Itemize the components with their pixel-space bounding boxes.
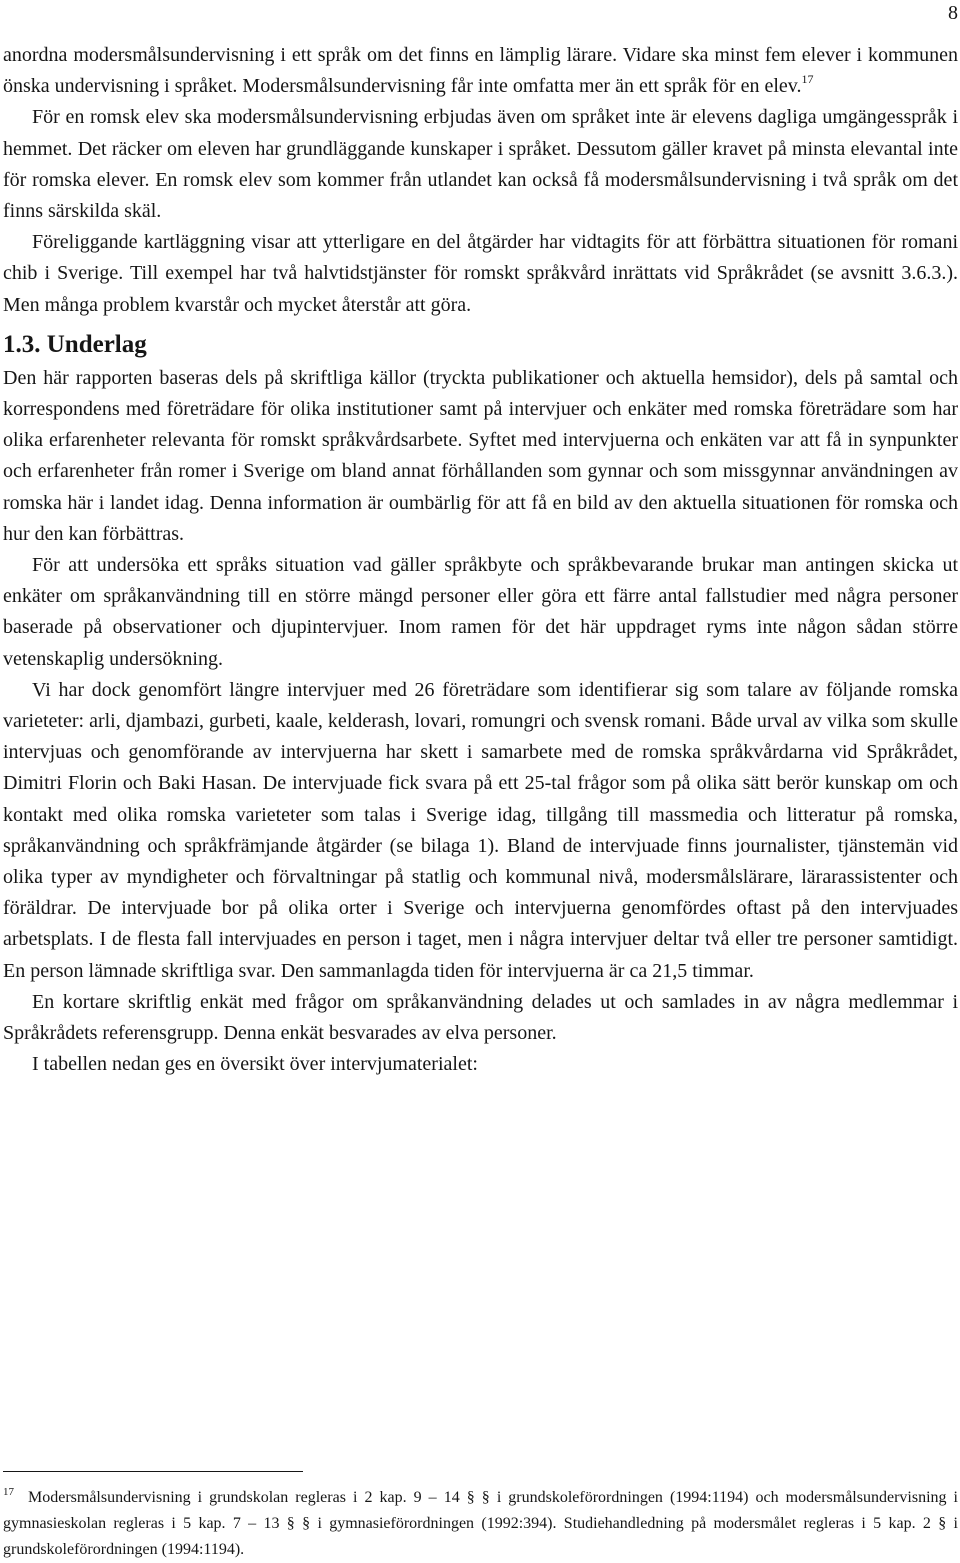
paragraph-tabell-intro: I tabellen nedan ges en översikt över intervjumaterialet: xyxy=(32,1053,478,1076)
intro-paragraph-text: anordna modersmålsundervisning i ett språk om det finns en lämplig lärare. Vidare ska minst fem elever i kommunen önska undervisning i språket. Modersmålsundervisning får inte omfatta mer än ett språk för en elev. xyxy=(3,44,958,98)
paragraph-underlag-intro: Den här rapporten baseras dels på skriftliga källor (tryckta publikationer och aktuella hemsidor), dels på samtal och korrespondens med företrädare för olika institutioner samt på intervjuer och enkäter med romska företrädare som har olika erfarenheter relevanta för romskt språkvårdsarbete. Syftet med intervjuerna och enkäten var att få in synpunkter och erfarenheter från romer i Sverige om bland annat förhållanden som gynnar och som missgynnar användningen av romska här i landet idag. Denna information är oumbärlig för att få en bild av den aktuella situationen för romska och hur den kan förbättras. xyxy=(3,366,958,545)
intro-paragraph xyxy=(3,40,958,102)
footnote-marker: 17 xyxy=(3,1486,14,1498)
document-body xyxy=(3,40,958,1081)
paragraph-enkat: En kortare skriftlig enkät med frågor om språkanvändning delades ut och samlades in av några medlemmar i Språkrådets referensgrupp. Denna enkät besvarades av elva personer. xyxy=(3,990,958,1045)
page-number: 8 xyxy=(948,2,958,24)
footnote-separator xyxy=(3,1471,303,1472)
paragraph-romsk-elev: För en romsk elev ska modersmålsundervisning erbjudas även om språket inte är elevens dagliga umgängesspråk i hemmet. Det räcker om eleven har grundläggande kunskaper i språket. Dessutom gäller kravet på minsta elevantal inte för romska elever. En romsk elev som kommer från utlandet kan också få modersmålsundervisning i två språk om det finns särskilda skäl. xyxy=(3,106,958,223)
paragraph-intervjuer: Vi har dock genomfört längre intervjuer med 26 företrädare som identifierar sig som talare av följande romska varieteter: arli, djambazi, gurbeti, kaale, kelderash, lovari, romungri och svensk romani. Både urval av vilka som skulle intervjuas och genomförande av intervjuerna har skett i samarbete med de romska språkvårdarna vid Språkrådet, Dimitri Florin och Baki Hasan. De intervjuade fick svara på ett 25-tal frågor som på olika sätt berör kunskap om och kontakt med olika romska varieteter som talas i Sverige idag, tillgång till massmedia och litteratur på romska, språkanvändning och språkfrämjande åtgärder (se bilaga 1). Bland de intervjuade finns journalister, tjänstemän vid olika typer av myndigheter och förvaltningar på statlig och kommunal nivå, modersmålslärare, lärarassistenter och föräldrar. De intervjuade bor på olika orter i Sverige och intervjuerna genomfördes oftast på den intervjuades arbetsplats. I de flesta fall intervjuades en person i taget, men i några intervjuer deltar två eller tre personer samtidigt. En person lämnade skriftliga svar. Den sammanlagda tiden för intervjuerna är ca 21,5 timmar. xyxy=(3,678,958,982)
section-heading: 1.3. Underlag xyxy=(3,330,147,358)
footnote-reference: 17 xyxy=(801,72,814,87)
paragraph-kartlaggning: Föreliggande kartläggning visar att ytterligare en del åtgärder har vidtagits för att förbättra situationen för romani chib i Sverige. Till exempel har två halvtidstjänster för romskt språkvård inrättats vid Språkrådet (se avsnitt 3.6.3.). Men många problem kvarstår och mycket återstår att göra. xyxy=(3,231,958,316)
paragraph-sprakbyte: För att undersöka ett språks situation vad gäller språkbyte och språkbevarande brukar man antingen skicka ut enkäter om språkanvändning till en större mängd personer eller göra ett färre antal fallstudier med några personer baserade på observationer och djupintervjuer. Inom ramen för det här uppdraget ryms inte någon sådan större vetenskaplig undersökning. xyxy=(3,554,958,670)
footnote-text: Modersmålsundervisning i grundskolan regleras i 2 kap. 9 – 14 § § i grundskoleförordningen (1994:1194) och modersmålsundervisning i gymnasieskolan regleras i 5 kap. 7 – 13 § § i gymnasieförordningen (1992:394). Studiehandledning på modersmålet regleras i 5 kap. 2 § i grundskoleförordningen (1994:1194). xyxy=(3,1489,958,1558)
footnote xyxy=(3,1485,958,1563)
